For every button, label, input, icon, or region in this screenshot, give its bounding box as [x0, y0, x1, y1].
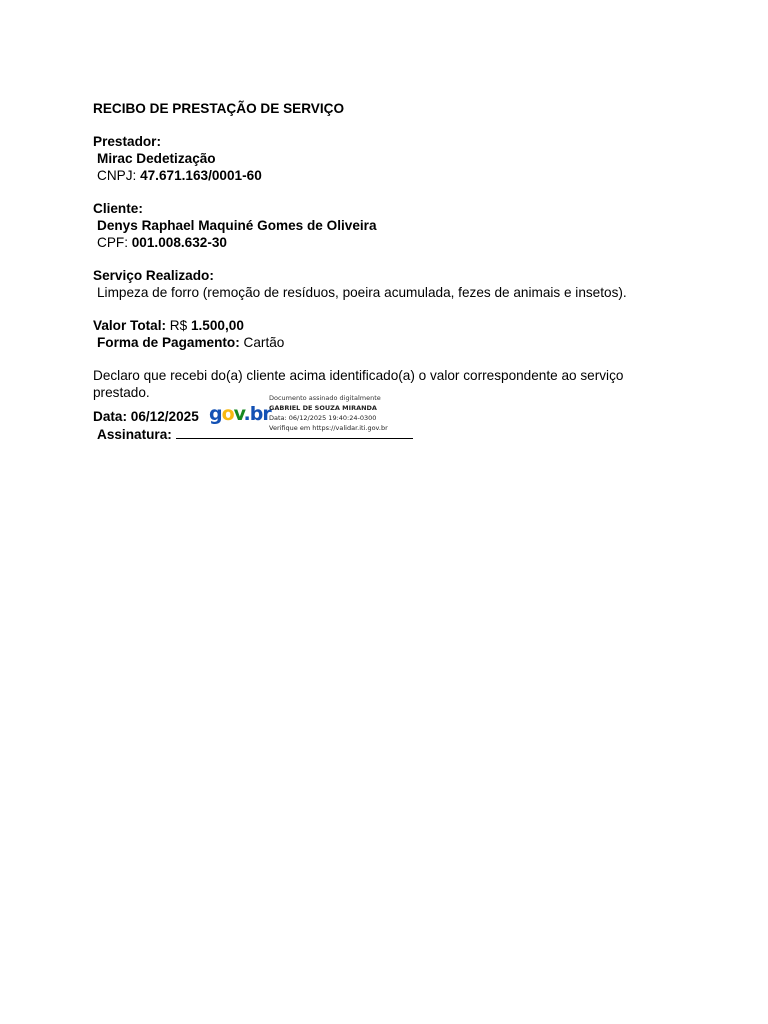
cpf-value: 001.008.632-30: [131, 235, 227, 250]
cnpj-label: CNPJ:: [97, 168, 137, 183]
receipt-document: [93, 100, 673, 443]
declaration-text: Declaro que recebi do(a) cliente acima identificado(a) o valor correspondente ao serviço prestado.: [93, 368, 624, 400]
cpf-label: CPF:: [97, 235, 128, 250]
date-text: Data: 06/12/2025: [93, 409, 199, 424]
prestador-section: [93, 133, 673, 184]
cliente-name: Denys Raphael Maquiné Gomes de Oliveira: [97, 218, 377, 233]
cliente-cpf: [93, 234, 673, 251]
servico-description: Limpeza de forro (remoção de resíduos, poeira acumulada, fezes de animais e insetos).: [97, 285, 627, 300]
valor-label: Valor Total:: [93, 318, 167, 333]
document-title: RECIBO DE PRESTAÇÃO DE SERVIÇO: [93, 101, 345, 116]
govbr-signature-stamp: [209, 393, 409, 435]
stamp-header: Documento assinado digitalmente: [269, 394, 381, 402]
prestador-name: Mirac Dedetização: [97, 151, 216, 166]
pagamento-value: Cartão: [243, 335, 285, 350]
stamp-verify: Verifique em https://validar.iti.gov.br: [269, 424, 388, 432]
stamp-timestamp: Data: 06/12/2025 19:40:24-0300: [269, 414, 377, 422]
govbr-logo: gov.br: [209, 403, 271, 425]
forma-pagamento: [93, 334, 673, 351]
prestador-label: Prestador:: [93, 134, 161, 149]
prestador-cnpj: [93, 167, 673, 184]
stamp-signer: GABRIEL DE SOUZA MIRANDA: [269, 404, 377, 412]
valor-currency: R$: [169, 318, 188, 333]
stamp-info: [269, 393, 388, 433]
cnpj-value: 47.671.163/0001-60: [140, 168, 262, 183]
signature-label: Assinatura:: [97, 427, 172, 442]
valor-total: [93, 317, 673, 334]
pagamento-label: Forma de Pagamento:: [97, 335, 240, 350]
cliente-label: Cliente:: [93, 201, 143, 216]
valor-amount: 1.500,00: [190, 318, 244, 333]
servico-section: [93, 267, 673, 301]
valor-section: [93, 317, 673, 351]
cliente-section: [93, 200, 673, 251]
servico-label: Serviço Realizado:: [93, 268, 214, 283]
